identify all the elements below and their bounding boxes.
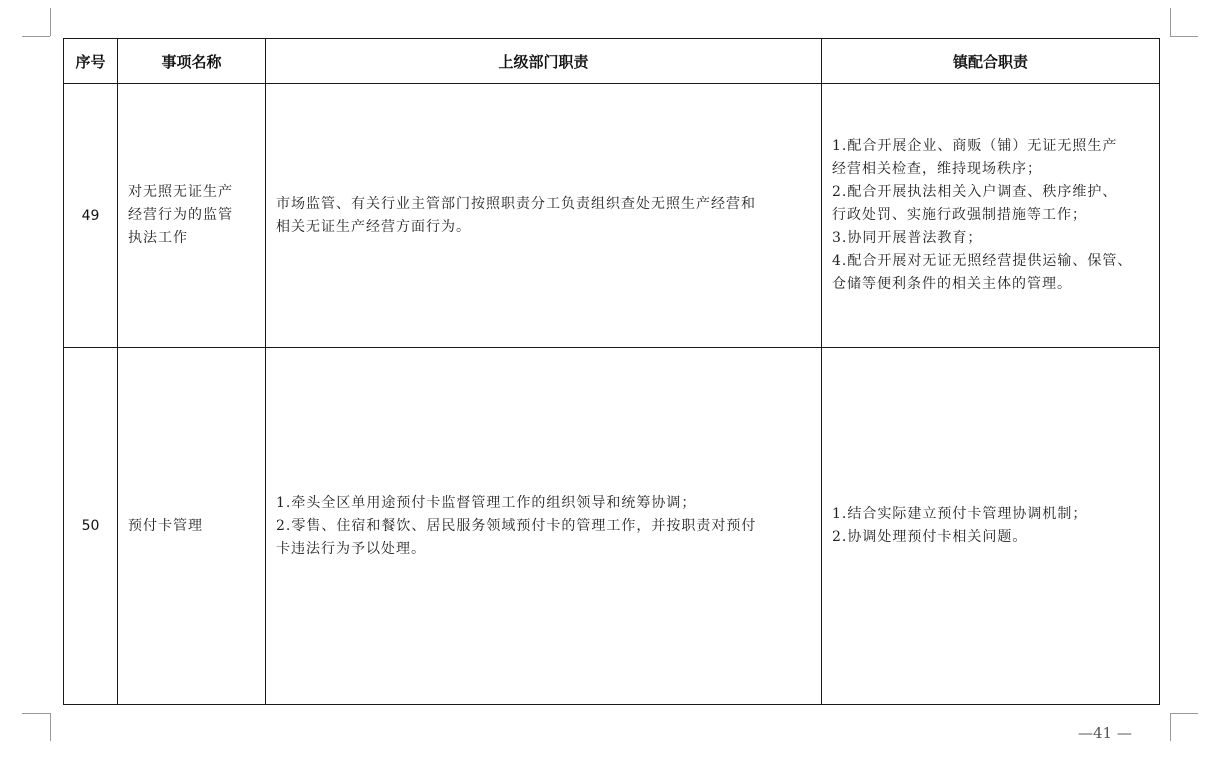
crop-mark-bottom-left-h [22,713,50,714]
text-line: 执法工作 [128,230,188,246]
text-line: 2.零售、住宿和餐饮、居民服务领域预付卡的管理工作，并按职责对预付 [276,517,757,534]
text-line: 市场监管、有关行业主管部门按照职责分工负责组织查处无照生产经营和 [276,195,756,212]
header-item-name: 事项名称 [118,39,266,84]
crop-mark-top-left-h [22,36,50,37]
text-line: 卡违法行为予以处理。 [276,540,426,557]
table-row [64,84,1160,348]
text-line: 行政处罚、实施行政强制措施等工作； [832,207,1087,223]
crop-mark-top-right-h [1170,36,1198,37]
text-line: 1.牵头全区单用途预付卡监督管理工作的组织领导和统筹协调； [276,494,697,511]
item-name-cell [118,84,266,348]
item-name-cell [118,348,266,705]
text-line: 4.配合开展对无证无照经营提供运输、保管、 [832,253,1133,269]
town-duty-cell [822,84,1160,348]
text-line: 预付卡管理 [128,517,203,534]
crop-mark-bottom-right-h [1170,713,1198,714]
header-town-duty: 镇配合职责 [822,39,1160,84]
crop-mark-bottom-right-v [1170,713,1171,741]
text-line: 2.协调处理预付卡相关问题。 [832,529,1028,545]
crop-mark-top-right-v [1170,8,1171,36]
header-upper-duty: 上级部门职责 [266,39,822,84]
text-line: 2.配合开展执法相关入户调查、秩序维护、 [832,184,1118,200]
text-line: 经营相关检查，维持现场秩序； [832,161,1042,177]
town-duty-cell [822,348,1160,705]
row-number: 50 [64,348,118,705]
crop-mark-top-left-v [50,8,51,36]
upper-duty-cell [266,348,822,705]
text-line: 仓储等便利条件的相关主体的管理。 [832,276,1072,292]
duty-table [63,38,1160,705]
text-line: 相关无证生产经营方面行为。 [276,218,471,235]
text-line: 3.协同开展普法教育； [832,230,983,246]
table-header-row [64,39,1160,84]
table-row [64,348,1160,705]
crop-mark-bottom-left-v [50,713,51,741]
row-number: 49 [64,84,118,348]
text-line: 1.结合实际建立预付卡管理协调机制； [832,506,1088,522]
text-line: 经营行为的监管 [128,207,233,223]
upper-duty-cell [266,84,822,348]
page-number: —41 — [1078,724,1132,742]
text-line: 对无照无证生产 [128,184,233,200]
text-line: 1.配合开展企业、商贩（铺）无证无照生产 [832,138,1118,154]
header-seq: 序号 [64,39,118,84]
